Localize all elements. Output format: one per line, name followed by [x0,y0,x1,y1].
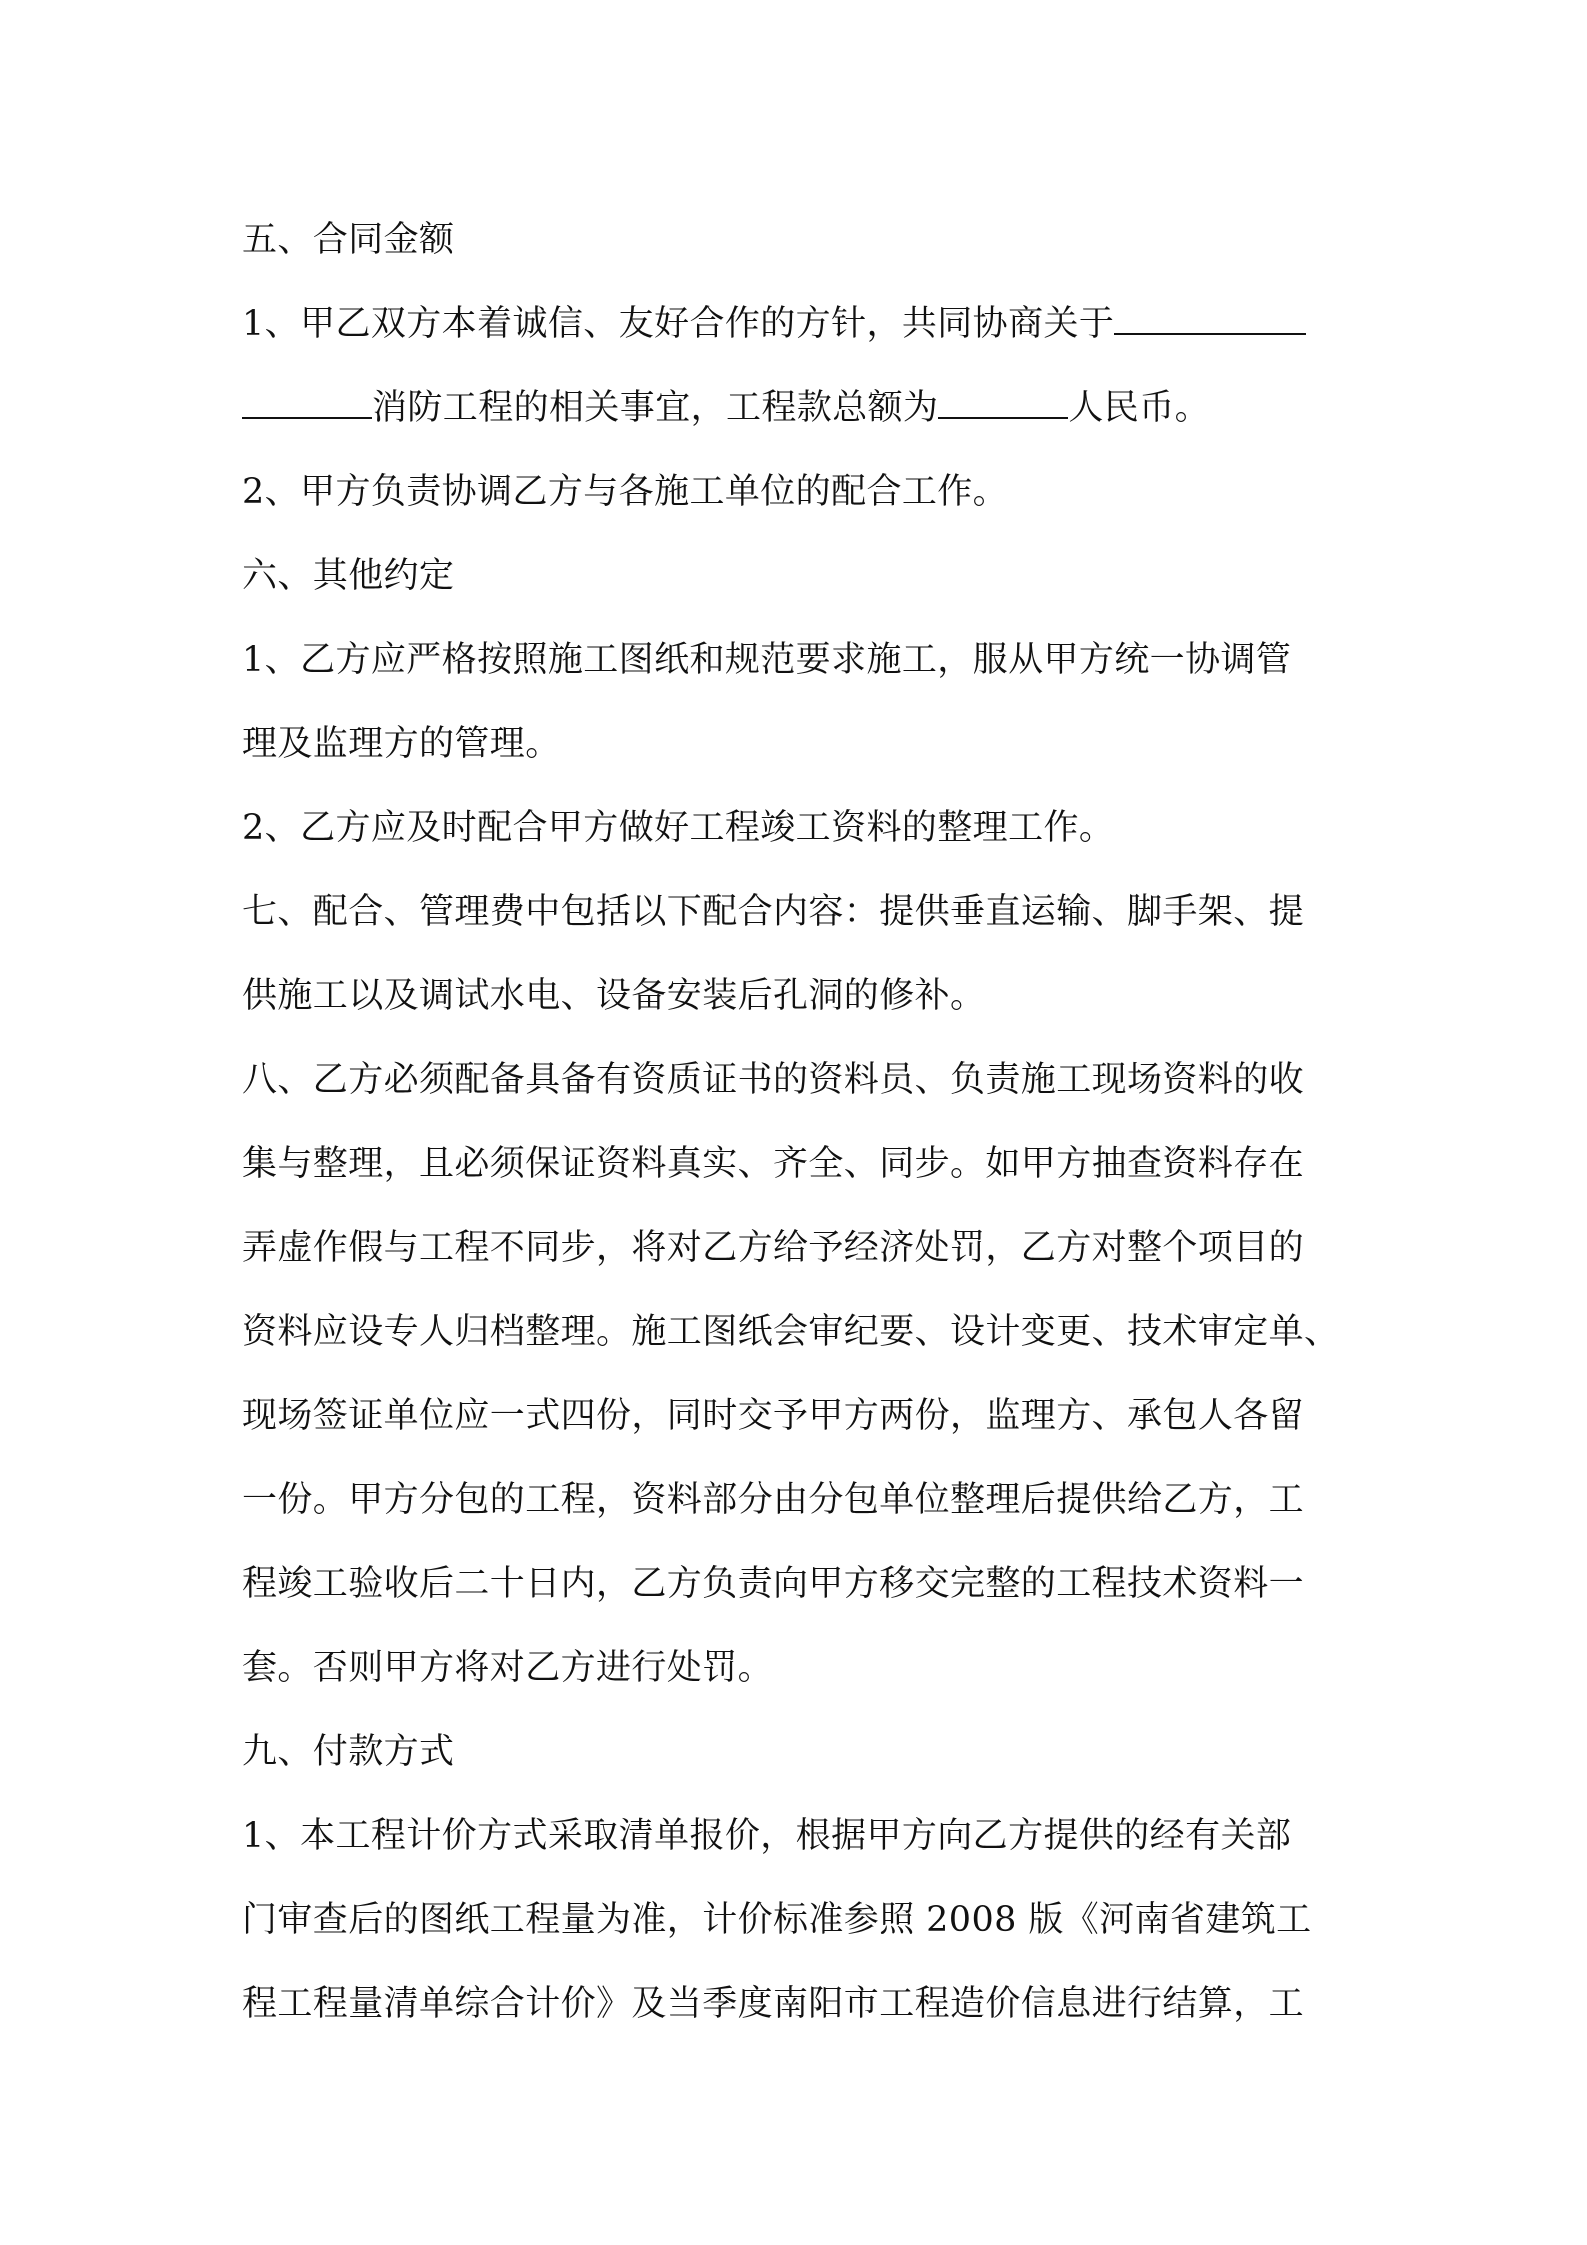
text-run: 人民币。 [1068,388,1211,428]
paragraph-line: 集与整理，且必须保证资料真实、齐全、同步。如甲方抽查资料存在 [242,1144,1305,1184]
section-heading-payment-method: 九、付款方式 [242,1732,455,1772]
paragraph-line: 1、乙方应严格按照施工图纸和规范要求施工，服从甲方统一协调管 [242,640,1292,680]
text-run: 1、甲乙双方本着诚信、友好合作的方针，共同协商关于 [242,304,1115,344]
paragraph-line [242,282,1357,366]
paragraph-line: 现场签证单位应一式四份，同时交予甲方两份，监理方、承包人各留 [242,1396,1305,1436]
paragraph-line: 2、乙方应及时配合甲方做好工程竣工资料的整理工作。 [242,808,1115,848]
contract-text [242,198,1357,2046]
paragraph-line: 程竣工验收后二十日内，乙方负责向甲方移交完整的工程技术资料一 [242,1564,1305,1604]
fill-in-blank-project-name [1114,303,1306,335]
paragraph-line [242,366,1357,450]
paragraph-line: 门审查后的图纸工程量为准，计价标准参照 2008 版《河南省建筑工 [242,1900,1312,1940]
section-heading-other-agreements: 六、其他约定 [242,556,455,596]
paragraph-line: 套。否则甲方将对乙方进行处罚。 [242,1648,774,1688]
fill-in-blank-project-name-continued [242,387,372,419]
paragraph-line: 理及监理方的管理。 [242,724,561,764]
section-heading-contract-amount: 五、合同金额 [242,220,455,260]
paragraph-line: 弄虚作假与工程不同步，将对乙方给予经济处罚，乙方对整个项目的 [242,1228,1305,1268]
section-heading-cooperation-fees: 七、配合、管理费中包括以下配合内容：提供垂直运输、脚手架、提 [242,892,1305,932]
paragraph-line: 程工程量清单综合计价》及当季度南阳市工程造价信息进行结算，工 [242,1984,1305,2024]
paragraph-line: 一份。甲方分包的工程，资料部分由分包单位整理后提供给乙方，工 [242,1480,1305,1520]
paragraph-line: 资料应设专人归档整理。施工图纸会审纪要、设计变更、技术审定单、 [242,1312,1340,1352]
section-heading-documentation: 八、乙方必须配备具备有资质证书的资料员、负责施工现场资料的收 [242,1060,1305,1100]
paragraph-line: 2、甲方负责协调乙方与各施工单位的配合工作。 [242,472,1009,512]
paragraph-line: 1、本工程计价方式采取清单报价，根据甲方向乙方提供的经有关部 [242,1816,1292,1856]
text-run: 消防工程的相关事宜，工程款总额为 [372,388,939,428]
fill-in-blank-total-amount [938,387,1068,419]
paragraph-line: 供施工以及调试水电、设备安装后孔洞的修补。 [242,976,986,1016]
